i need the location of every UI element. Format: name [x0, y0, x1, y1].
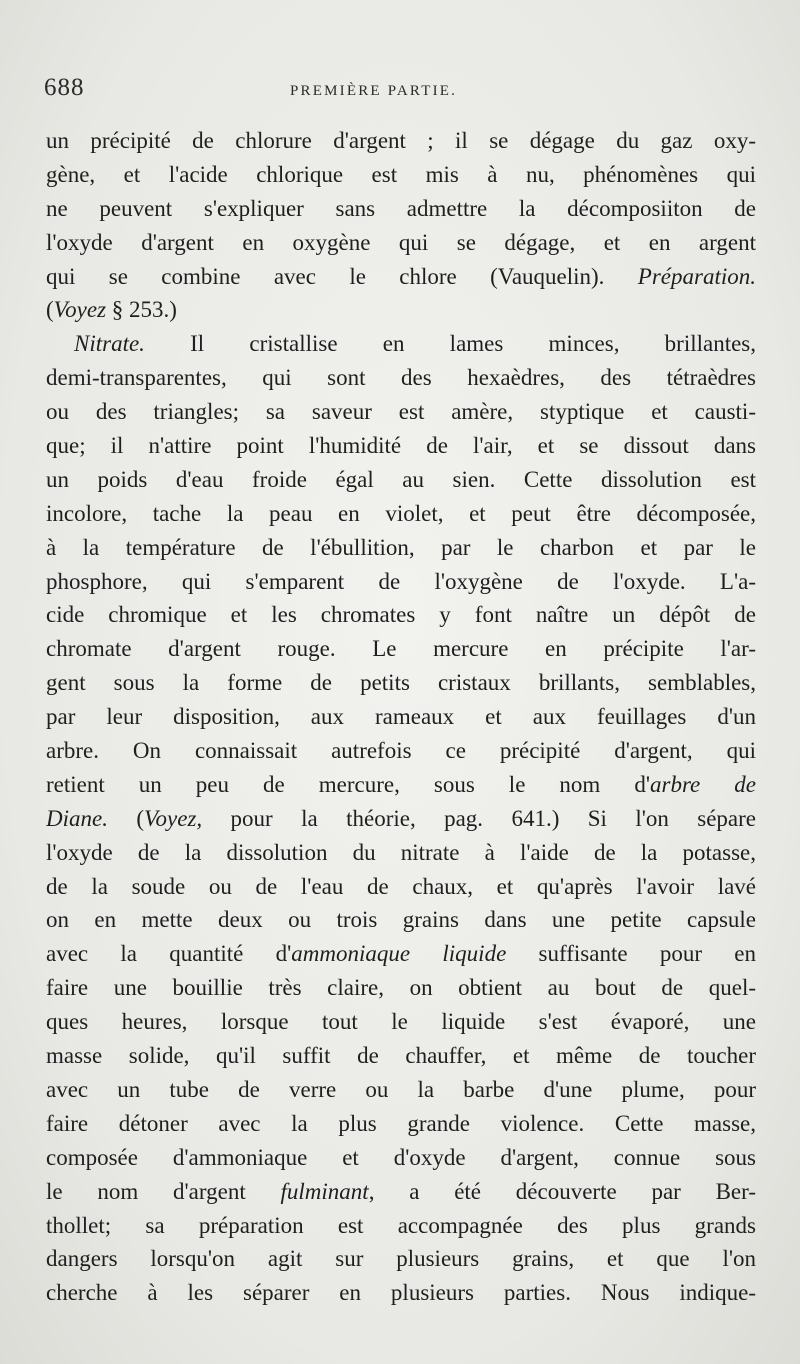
- text-run: composée d'ammoniaque et d'oxyde d'argent, connue sous: [46, 1144, 756, 1170]
- text-line: [46, 531, 756, 565]
- text-run: masse solide, qu'il suffit de chauffer, et même de toucher: [46, 1043, 756, 1069]
- text-run: Il cristallise en lames minces, brillantes,: [144, 331, 756, 357]
- text-line: [46, 260, 756, 294]
- text-line: [46, 124, 756, 158]
- text-run: faire une bouillie très claire, on obtient au bout de quel-: [46, 975, 756, 1001]
- text-run: incolore, tache la peau en violet, et peut être décomposée,: [46, 500, 756, 526]
- text-line: [46, 293, 756, 327]
- text-run: qui se combine avec le chlore (Vauquelin).: [46, 263, 638, 289]
- text-line: [46, 802, 756, 836]
- text-line: [46, 937, 756, 971]
- text-run: arbre. On connaissait autrefois ce précipité d'argent, qui: [46, 738, 756, 764]
- text-run: pour la théorie, pag. 641.) Si l'on sépare: [202, 805, 756, 831]
- italic-text: Préparation.: [637, 263, 756, 289]
- text-run: un poids d'eau froide égal au sien. Cette dissolution est: [46, 466, 756, 492]
- text-run: le nom d'argent: [46, 1178, 281, 1204]
- body-text: [46, 124, 756, 1310]
- text-line: [46, 1209, 756, 1243]
- text-run: avec un tube de verre ou la barbe d'une plume, pour: [46, 1076, 756, 1102]
- text-line: [46, 768, 756, 802]
- italic-text: ammoniaque liquide: [291, 941, 507, 967]
- text-run: (: [107, 805, 145, 831]
- text-run: thollet; sa préparation est accompagnée des plus grands: [46, 1212, 756, 1238]
- text-line: [46, 1175, 756, 1209]
- text-line: [46, 700, 756, 734]
- text-run: avec la quantité d': [46, 941, 292, 967]
- text-run: que; il n'attire point l'humidité de l'air, et se dissout dans: [46, 433, 756, 459]
- text-run: chromate d'argent rouge. Le mercure en précipite l'ar-: [46, 636, 756, 662]
- text-line: [46, 1276, 756, 1310]
- italic-text: Voyez,: [144, 805, 203, 831]
- text-run: ou des triangles; sa saveur est amère, styptique et causti-: [46, 399, 756, 425]
- text-run: l'oxyde de la dissolution du nitrate à l'aide de la potasse,: [46, 839, 756, 865]
- text-line: [46, 1039, 756, 1073]
- text-line: [46, 361, 756, 395]
- text-run: l'oxyde d'argent en oxygène qui se dégage, et en argent: [46, 229, 756, 255]
- text-run: à la température de l'ébullition, par le charbon et par le: [46, 534, 756, 560]
- text-line: [46, 158, 756, 192]
- text-run: de la soude ou de l'eau de chaux, et qu'après l'avoir lavé: [46, 873, 756, 899]
- text-line: [46, 1242, 756, 1276]
- text-line: [46, 226, 756, 260]
- text-line: [46, 870, 756, 904]
- text-run: § 253.): [106, 297, 177, 323]
- text-run: demi-transparentes, qui sont des hexaèdres, des tétraèdres: [46, 365, 756, 391]
- running-head: PREMIÈRE PARTIE.: [290, 83, 458, 99]
- text-line: [46, 1005, 756, 1039]
- text-line: [46, 836, 756, 870]
- text-line: [46, 429, 756, 463]
- text-run: phosphore, qui s'emparent de l'oxygène de l'oxyde. L'a-: [46, 568, 756, 594]
- italic-text: fulminant: [280, 1178, 369, 1204]
- text-run: suffisante pour en: [506, 941, 756, 967]
- italic-text: Nitrate.: [74, 331, 145, 357]
- italic-text: arbre de: [650, 771, 756, 797]
- text-run: cide chromique et les chromates y font naître un dépôt de: [46, 602, 756, 628]
- text-line: [46, 1107, 756, 1141]
- text-run: dangers lorsqu'on agit sur plusieurs grains, et que l'on: [46, 1246, 756, 1272]
- text-run: on en mette deux ou trois grains dans une petite capsule: [46, 907, 756, 933]
- text-line: [46, 1073, 756, 1107]
- text-run: par leur disposition, aux rameaux et aux feuillages d'un: [46, 704, 756, 730]
- text-line: [46, 734, 756, 768]
- text-run: un précipité de chlorure d'argent ; il se dégage du gaz oxy-: [46, 128, 756, 153]
- text-line: [46, 497, 756, 531]
- text-line: [46, 395, 756, 429]
- text-run: faire détoner avec la plus grande violence. Cette masse,: [46, 1110, 756, 1136]
- text-line: [46, 971, 756, 1005]
- text-line: [46, 598, 756, 632]
- text-run: ques heures, lorsque tout le liquide s'est évaporé, une: [46, 1009, 756, 1035]
- text-run: ne peuvent s'expliquer sans admettre la décomposiiton de: [46, 195, 756, 221]
- text-line: [46, 632, 756, 666]
- page-number: 688: [44, 74, 85, 101]
- text-run: gent sous la forme de petits cristaux brillants, semblables,: [46, 670, 756, 696]
- italic-text: Voyez: [53, 297, 107, 323]
- text-run: (: [46, 297, 54, 323]
- text-line: [46, 327, 756, 361]
- text-line: [46, 463, 756, 497]
- text-run: retient un peu de mercure, sous le nom d': [46, 771, 650, 797]
- text-run: , a été découverte par Ber-: [368, 1178, 756, 1204]
- text-line: [46, 903, 756, 937]
- text-run: cherche à les séparer en plusieurs parties. Nous indique-: [46, 1280, 756, 1306]
- text-line: [46, 192, 756, 226]
- text-line: [46, 565, 756, 599]
- text-run: gène, et l'acide chlorique est mis à nu, phénomènes qui: [46, 161, 756, 187]
- page-header: [0, 74, 800, 114]
- text-line: [46, 1141, 756, 1175]
- italic-text: Diane.: [46, 805, 108, 831]
- text-line: [46, 666, 756, 700]
